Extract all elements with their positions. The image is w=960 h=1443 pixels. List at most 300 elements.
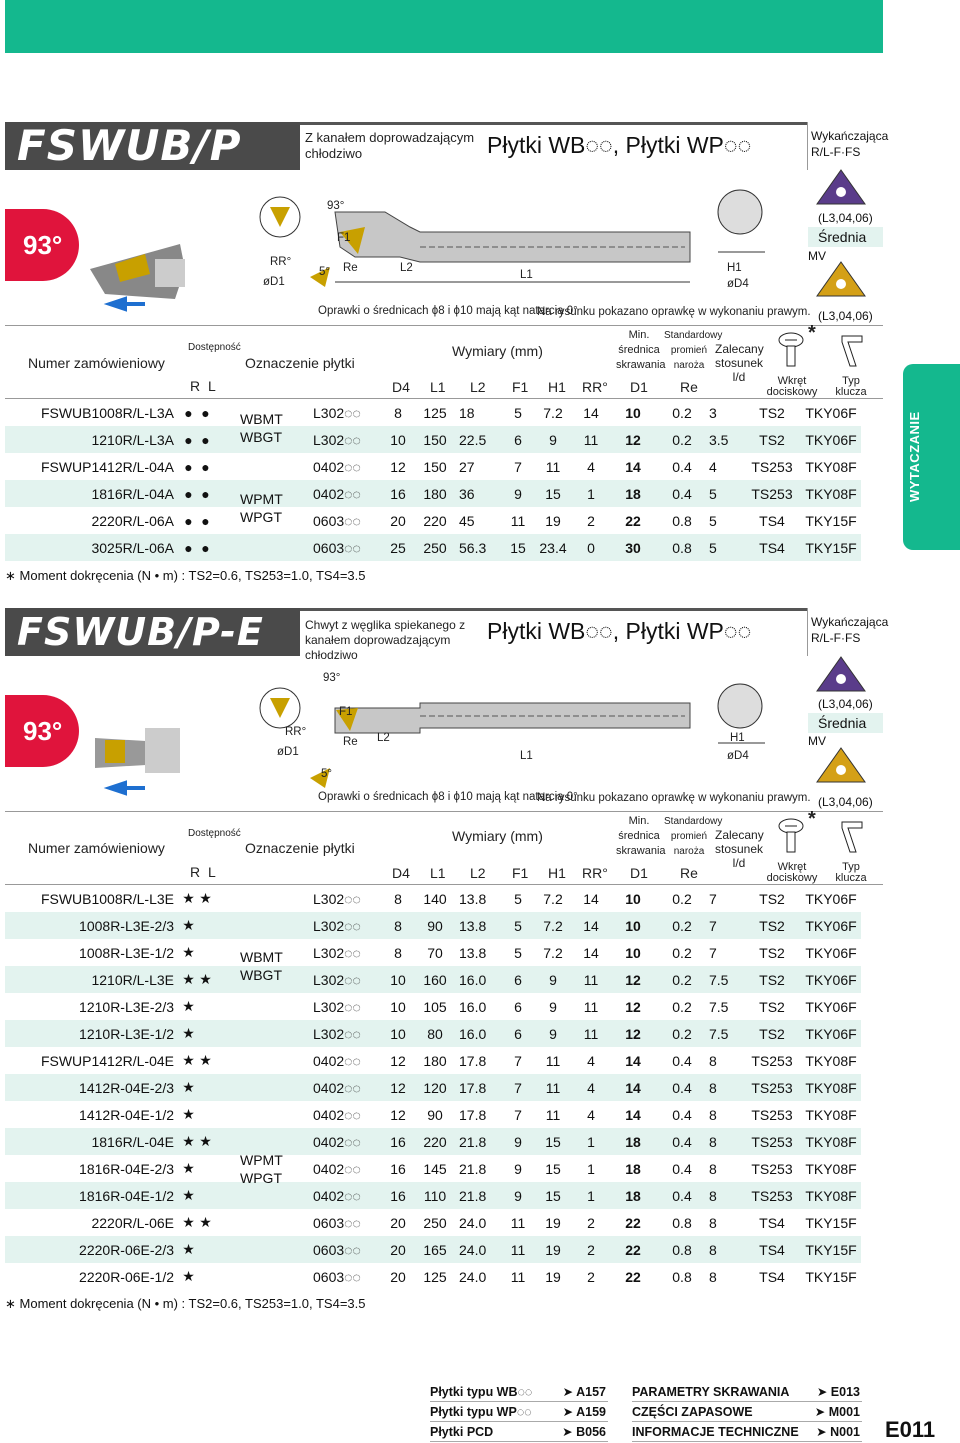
cell-key: TKY08F [801, 1128, 861, 1155]
cell-screw: TS253 [743, 1128, 801, 1155]
header-l2: L2 [470, 865, 486, 881]
cell-l1: 110 [417, 1182, 453, 1209]
label-re: Re [343, 736, 358, 748]
table-row [5, 1101, 861, 1128]
cell-d4: 10 [379, 966, 417, 993]
cell-rr: 11 [571, 966, 611, 993]
cell-h1: 11 [545, 458, 561, 475]
cell-r: ★ [180, 1020, 197, 1047]
xref-link[interactable] [632, 1422, 862, 1442]
cell-f1: 9 [501, 480, 535, 507]
cell-l1: 160 [417, 966, 453, 993]
cell-h1: 11 [535, 1074, 571, 1101]
insert-grade-icon-gold [815, 260, 867, 300]
insert-cell [214, 1101, 307, 1128]
cell-key: TKY08F [801, 1074, 861, 1101]
cell-d1: 14 [625, 458, 641, 475]
cell-d4: 12 [390, 1052, 406, 1069]
cell-d1: 30 [611, 534, 655, 561]
insert-group-wpmt [240, 1151, 283, 1187]
cell-d1: 22 [611, 1236, 655, 1263]
section2-title-bar [5, 608, 889, 662]
cell-re: 0.2 [672, 404, 692, 421]
cell-code: 0603◌◌ [307, 1236, 379, 1263]
cell-order: 1210R-L3E-1/2 [5, 1020, 180, 1047]
cell-re: 0.4 [655, 1074, 709, 1101]
cell-f1: 11 [501, 1236, 535, 1263]
label-l2: L2 [400, 262, 413, 274]
section2-spec-table [5, 885, 861, 1290]
xref-label: PARAMETRY SKRAWANIA [632, 1385, 790, 1399]
label-5deg: 5° [319, 266, 330, 278]
header-key: Typ klucza [835, 861, 867, 884]
cell-rr: 11 [571, 426, 611, 453]
cell-re: 0.4 [672, 1106, 692, 1123]
cell-code: 0402◌◌ [307, 1182, 379, 1209]
xref-target: ➤ N001 [816, 1425, 860, 1439]
cell-rr: 2 [587, 1268, 595, 1285]
cell-h1: 9 [535, 1020, 571, 1047]
cell-l2: 21.8 [453, 1182, 501, 1209]
cell-key: TKY06F [805, 404, 857, 421]
cell-l: ★ [199, 1214, 212, 1230]
cell-re: 0.4 [672, 458, 692, 475]
cell-re: 0.8 [672, 1214, 692, 1231]
grade-top-code: (L3,04,06) [818, 211, 873, 225]
xref-link[interactable] [632, 1382, 862, 1402]
cell-re: 0.2 [655, 426, 709, 453]
header-ld: Zalecany stosunek l/d [715, 828, 764, 870]
cell-l2: 13.8 [459, 944, 487, 961]
table-row [5, 453, 861, 480]
cell-ld: 5 [709, 512, 717, 529]
cell-l [197, 1020, 214, 1047]
cell-ld: 8 [709, 1128, 743, 1155]
header-dims: Wymiary (mm) [452, 828, 543, 844]
section1-footnote: ∗ Moment dokręcenia (N • m) : TS2=0.6, TS253=1.0, TS4=3.5 [5, 568, 366, 583]
cell-order: 1816R-04E-2/3 [79, 1160, 174, 1177]
angle-badge: 93° [5, 209, 79, 281]
cell-screw: TS2 [743, 426, 801, 453]
header-d1: D1 [630, 865, 648, 881]
insert-cell [214, 453, 307, 480]
label-93: 93° [327, 200, 345, 212]
insert-grade-icon [815, 168, 867, 208]
xref-target: ➤ A159 [562, 1405, 606, 1419]
cell-order: 1210R/L-L3A [5, 426, 180, 453]
cell-l: ● [201, 458, 210, 475]
table-row [5, 534, 861, 561]
cell-rr: 14 [583, 890, 599, 907]
cell-h1: 7.2 [543, 944, 563, 961]
cell-l [197, 1182, 214, 1209]
label-h1: H1 [730, 732, 745, 744]
cell-d4: 16 [379, 480, 417, 507]
cell-r: ★ [180, 1128, 197, 1155]
label-f1: F1 [339, 706, 353, 718]
cell-f1: 6 [501, 1020, 535, 1047]
cell-screw: TS253 [743, 1074, 801, 1101]
insert-line: WBMT [240, 411, 283, 427]
cell-ld: 7 [709, 912, 743, 939]
header-insert: Oznaczenie płytki [245, 840, 355, 856]
cell-d4: 8 [394, 890, 402, 907]
xref-left [430, 1382, 608, 1442]
label-rr: RR° [270, 256, 292, 268]
cell-l2: 21.8 [459, 1160, 487, 1177]
grade-code: MV [808, 249, 826, 263]
cell-l [197, 993, 214, 1020]
cell-screw: TS253 [751, 458, 793, 475]
cell-l1: 165 [417, 1236, 453, 1263]
cell-f1: 9 [514, 1160, 522, 1177]
cell-code: 0402◌◌ [313, 1160, 361, 1177]
wrench-key-icon [836, 816, 868, 856]
cell-order: FSWUP1412R/L-04A [40, 458, 174, 475]
insert-line: WPMT [240, 1152, 283, 1168]
xref-label: Płytki typu WB◌◌ [430, 1385, 533, 1399]
header-screw: Wkręt dociskowy [766, 861, 818, 884]
cell-screw: TS2 [759, 404, 785, 421]
cell-ld: 8 [709, 1182, 743, 1209]
cell-key: TKY08F [805, 1052, 857, 1069]
xref-link[interactable] [430, 1382, 608, 1402]
cell-screw: TS253 [743, 480, 801, 507]
cell-h1: 15 [535, 1182, 571, 1209]
cell-screw: TS2 [759, 998, 785, 1015]
cell-h1: 19 [535, 1236, 571, 1263]
cell-ld: 8 [709, 1052, 717, 1069]
cell-rr: 4 [587, 1052, 595, 1069]
cell-l1: 250 [417, 534, 453, 561]
header-d4: D4 [392, 865, 410, 881]
cell-r: ● [180, 426, 197, 453]
cell-r: ★ [182, 1052, 195, 1068]
page-number: E011 [885, 1417, 936, 1442]
cell-screw: TS2 [759, 890, 785, 907]
section2-drawing [5, 658, 811, 828]
table-row [5, 912, 861, 939]
cell-rr: 4 [571, 1074, 611, 1101]
cell-ld: 8 [709, 1268, 717, 1285]
cell-r: ★ [182, 1160, 195, 1176]
xref-label: Płytki typu WP◌◌ [430, 1405, 532, 1419]
cell-l1: 250 [423, 1214, 447, 1231]
cell-l2: 22.5 [453, 426, 501, 453]
cell-l [197, 912, 214, 939]
cell-l: ★ [197, 1128, 214, 1155]
cell-key: TKY06F [805, 998, 857, 1015]
table-row [5, 1128, 861, 1155]
section2-note-left: Oprawki o średnicach ϕ8 i ϕ10 mają kąt natarcia 0° [318, 791, 578, 803]
xref-target: ➤ E013 [816, 1385, 860, 1399]
cell-l2: 16.0 [453, 966, 501, 993]
cell-code: 0402◌◌ [313, 458, 361, 475]
cell-ld: 7 [709, 890, 717, 907]
label-l2: L2 [377, 732, 390, 744]
cell-re: 0.8 [672, 512, 692, 529]
cell-code: L302◌◌ [313, 890, 361, 907]
insert-cell [214, 1209, 307, 1236]
cell-rr: 4 [587, 458, 595, 475]
insert-grade-icon-gold [815, 746, 867, 786]
grade-bottom-code: (L3,04,06) [818, 309, 873, 323]
cell-d1: 18 [611, 480, 655, 507]
header-re: Re [680, 865, 698, 881]
table-row [5, 399, 861, 426]
cell-rr: 1 [571, 480, 611, 507]
header-l1: L1 [430, 379, 446, 395]
cell-l1: 180 [417, 480, 453, 507]
cell-h1: 23.4 [535, 534, 571, 561]
header-d1: D1 [630, 379, 648, 395]
cell-l: ● [197, 426, 214, 453]
cell-r: ● [180, 534, 197, 561]
cell-screw: TS2 [743, 912, 801, 939]
cell-code: 0603◌◌ [313, 1214, 361, 1231]
header-order: Numer zamówieniowy [28, 355, 165, 371]
cell-re: 0.2 [655, 912, 709, 939]
cell-l2: 17.8 [459, 1052, 487, 1069]
cell-f1: 6 [514, 998, 522, 1015]
grade-code: MV [808, 734, 826, 748]
cell-l: ● [197, 480, 214, 507]
cell-ld: 4 [709, 458, 717, 475]
cell-order: FSWUP1412R/L-04E [40, 1052, 174, 1069]
cell-l: ● [201, 512, 210, 529]
label-5deg: 5° [321, 768, 332, 780]
cell-code: 0402◌◌ [307, 1128, 379, 1155]
insert-cell [214, 885, 307, 912]
header-asterisk: * [808, 808, 816, 830]
cell-re: 0.2 [672, 890, 692, 907]
cell-l2: 45 [459, 512, 475, 529]
cell-code: 0603◌◌ [307, 534, 379, 561]
cell-l2: 36 [453, 480, 501, 507]
cell-key: TKY08F [805, 1160, 857, 1177]
cell-d1: 14 [611, 1074, 655, 1101]
cell-key: TKY08F [801, 1182, 861, 1209]
header-h1: H1 [548, 379, 566, 395]
section1-note-left: Oprawki o średnicach ϕ8 i ϕ10 mają kąt natarcia 0° [318, 305, 578, 317]
cell-ld: 7.5 [709, 998, 729, 1015]
cell-l: ★ [199, 1052, 212, 1068]
cell-l1: 150 [417, 426, 453, 453]
cell-re: 0.4 [655, 480, 709, 507]
cell-r: ★ [182, 1268, 195, 1284]
cell-d4: 12 [379, 1074, 417, 1101]
label-rr: RR° [285, 726, 307, 738]
xref-link[interactable] [430, 1402, 608, 1422]
table-row [5, 1236, 861, 1263]
cell-screw: TS4 [743, 1236, 801, 1263]
cell-d1: 10 [611, 912, 655, 939]
cell-d4: 20 [390, 1214, 406, 1231]
cell-d4: 10 [379, 426, 417, 453]
cell-h1: 11 [545, 1106, 561, 1123]
cell-l1: 70 [427, 944, 443, 961]
cell-order: 1210R-L3E-2/3 [79, 998, 174, 1015]
header-key: Typ klucza [835, 375, 867, 398]
cell-screw: TS4 [759, 512, 785, 529]
section2-footnote: ∗ Moment dokręcenia (N • m) : TS2=0.6, TS253=1.0, TS4=3.5 [5, 1296, 366, 1311]
cell-l1: 140 [423, 890, 447, 907]
cell-order: 1008R-L3E-1/2 [79, 944, 174, 961]
insert-line: WBGT [240, 967, 282, 983]
grade-label: Średnia [808, 713, 883, 733]
insert-group-wbmt [240, 948, 283, 984]
cell-screw: TS2 [743, 966, 801, 993]
header-std-radius: Standardowy promień naroża [664, 330, 723, 371]
cell-f1: 7 [514, 458, 522, 475]
cell-r: ★ [180, 912, 197, 939]
cell-screw: TS4 [743, 534, 801, 561]
cell-order: FSWUB1008R/L-L3A [40, 404, 174, 421]
cell-re: 0.8 [655, 1236, 709, 1263]
table-row [5, 1155, 861, 1182]
cell-d4: 25 [379, 534, 417, 561]
cell-l1: 80 [417, 1020, 453, 1047]
header-l1: L1 [430, 865, 446, 881]
grade-label: Średnia [808, 227, 883, 247]
cell-l2: 24.0 [459, 1268, 487, 1285]
table-row [5, 885, 861, 912]
table-row [5, 966, 861, 993]
cell-h1: 15 [545, 1160, 561, 1177]
cell-key: TKY06F [801, 966, 861, 993]
cell-key: TKY06F [801, 912, 861, 939]
header-rule [5, 811, 883, 812]
header-l: L [208, 864, 216, 880]
cell-order: 1210R/L-L3E [5, 966, 180, 993]
cell-l2: 13.8 [459, 890, 487, 907]
insert-cell [214, 1236, 307, 1263]
cell-l1: 220 [423, 512, 447, 529]
cell-key: TKY15F [805, 1268, 857, 1285]
cell-code: 0402◌◌ [313, 1052, 361, 1069]
cell-code: 0402◌◌ [307, 1074, 379, 1101]
cell-r: ★ [182, 890, 195, 906]
cell-d1: 10 [625, 944, 641, 961]
cell-l [197, 1101, 214, 1128]
cell-re: 0.8 [655, 534, 709, 561]
label-d4: øD4 [727, 750, 749, 762]
cell-ld: 3.5 [709, 426, 743, 453]
table-row [5, 939, 861, 966]
insert-line: WPGT [240, 509, 282, 525]
cell-rr: 1 [571, 1182, 611, 1209]
cell-key: TKY15F [805, 512, 857, 529]
cell-d4: 12 [390, 458, 406, 475]
cell-l2: 16.0 [453, 1020, 501, 1047]
section2-insert-title: Płytki WB◌◌, Płytki WP◌◌ [487, 618, 752, 644]
table-row [5, 1074, 861, 1101]
cell-r: ★ [180, 1182, 197, 1209]
grade-bottom-code: (L3,04,06) [818, 795, 873, 809]
cell-code: 0402◌◌ [307, 480, 379, 507]
cell-d4: 16 [379, 1182, 417, 1209]
cell-re: 0.4 [672, 1160, 692, 1177]
cell-re: 0.2 [672, 998, 692, 1015]
cell-h1: 7.2 [543, 890, 563, 907]
section1-finish [807, 122, 889, 170]
section2-note-right: Na rysunku pokazano oprawkę w wykonaniu prawym. [537, 792, 811, 804]
header-f1: F1 [512, 379, 529, 395]
cell-l [197, 1236, 214, 1263]
cell-rr: 14 [571, 912, 611, 939]
insert-group-wbmt [240, 410, 283, 446]
xref-target: ➤ B056 [562, 1425, 606, 1439]
xref-link[interactable] [430, 1422, 608, 1442]
finish-codes: R/L-F·FS [811, 631, 861, 645]
cell-f1: 5 [501, 912, 535, 939]
cell-l2: 21.8 [453, 1128, 501, 1155]
cell-re: 0.4 [655, 1182, 709, 1209]
cell-order: 1816R-04E-1/2 [5, 1182, 180, 1209]
cell-l1: 105 [423, 998, 447, 1015]
cell-d4: 16 [390, 1160, 406, 1177]
cell-d1: 12 [625, 998, 641, 1015]
table-row [5, 426, 861, 453]
cell-rr: 14 [583, 944, 599, 961]
side-tab [903, 364, 960, 550]
cell-key: TKY15F [801, 534, 861, 561]
cell-l [197, 1155, 214, 1182]
cell-l1: 125 [423, 404, 447, 421]
cell-l [197, 1074, 214, 1101]
cell-rr: 0 [571, 534, 611, 561]
cell-h1: 15 [535, 1128, 571, 1155]
label-d1: øD1 [263, 276, 285, 288]
cell-f1: 9 [501, 1182, 535, 1209]
header-d4: D4 [392, 379, 410, 395]
cell-l: ★ [199, 890, 212, 906]
cell-order: FSWUB1008R/L-L3E [40, 890, 174, 907]
boring-bar-illustration [85, 224, 190, 314]
cell-d1: 14 [625, 1052, 641, 1069]
label-l1: L1 [520, 750, 533, 762]
header-dims: Wymiary (mm) [452, 343, 543, 359]
cell-f1: 5 [514, 890, 522, 907]
label-l1: L1 [520, 269, 533, 281]
header-re: Re [680, 379, 698, 395]
xref-target: ➤ A157 [562, 1385, 606, 1399]
cell-code: L302◌◌ [307, 966, 379, 993]
top-accent-bar [5, 0, 883, 53]
cell-order: 1412R-04E-2/3 [5, 1074, 180, 1101]
cell-f1: 7 [514, 1052, 522, 1069]
header-availability: Dostępność [188, 828, 241, 839]
table-row [5, 1182, 861, 1209]
cell-d1: 22 [625, 1214, 641, 1231]
label-f1: F1 [337, 232, 351, 244]
cell-ld: 8 [709, 1160, 717, 1177]
cell-l2: 56.3 [453, 534, 501, 561]
boring-bar-illustration [85, 718, 190, 803]
cell-code: 0603◌◌ [313, 1268, 361, 1285]
cell-ld: 7.5 [709, 966, 743, 993]
cell-re: 0.2 [672, 944, 692, 961]
cell-r: ★ [182, 1106, 195, 1122]
cell-rr: 4 [587, 1106, 595, 1123]
cell-key: TKY06F [801, 426, 861, 453]
header-min-bore: Min. średnica skrawania [616, 815, 666, 857]
cell-l2: 27 [459, 458, 475, 475]
cell-rr: 1 [571, 1128, 611, 1155]
xref-link[interactable] [632, 1402, 862, 1422]
header-min-bore: Min. średnica skrawania [616, 329, 666, 371]
cell-code: L302◌◌ [307, 912, 379, 939]
